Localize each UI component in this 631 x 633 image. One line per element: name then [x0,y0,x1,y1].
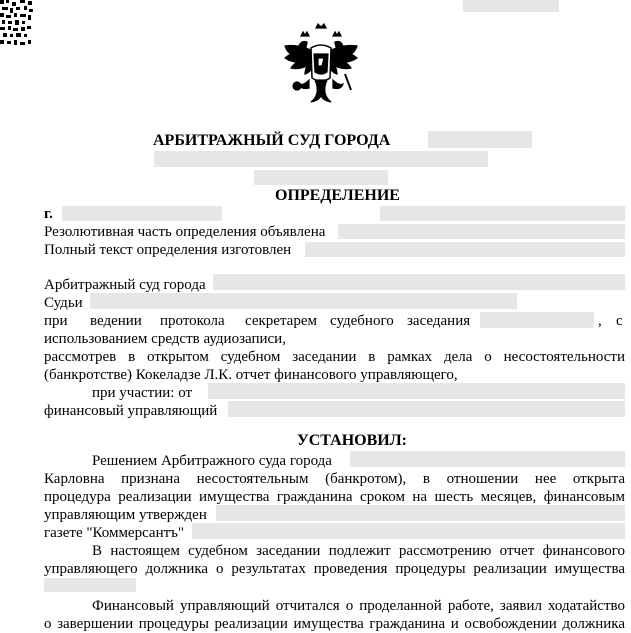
redacted-case-no [380,206,625,221]
protocol-word-3: протокола [160,313,225,329]
present-session-line: В настоящем судебном заседании подлежит рассмотрению отчет финансового [92,543,625,559]
doc-type: ОПРЕДЕЛЕНИЕ [275,187,400,204]
qr-code-icon [0,0,34,48]
decision-line: Решением Арбитражного суда города [92,453,332,469]
redacted-full-text-date [305,242,625,257]
protocol-word-2: ведении [90,313,142,329]
russian-coat-of-arms-icon [283,22,359,112]
approved-line: управляющим утвержден [44,507,207,523]
protocol-word-1: при [44,313,68,329]
redacted-fin-manager [228,401,625,417]
redacted-approved-manager [216,505,625,521]
protocol-with: с [616,313,623,329]
redacted-case-number [463,0,559,12]
redacted-gazette-details [192,523,625,539]
manager-report-line: управляющего должника о результатах проведения процедуры реализации имущества [44,561,625,577]
protocol-comma: , [598,313,602,329]
protocol-word-6: заседания [407,313,471,329]
redacted-judge-name [90,293,517,309]
protocol-word-4: секретарем [245,313,317,329]
redacted-city-name [62,206,222,221]
redacted-decision-details [350,451,625,467]
gazette-line: газете "Коммерсантъ" [44,525,185,541]
redacted-site [254,170,388,185]
participation-line: при участии: от [92,385,193,401]
procedure-line: процедура реализации имущества гражданина сроком на шесть месяцев, финансовым [44,489,625,505]
reported-line: Финансовый управляющий отчитался о проделанной работе, заявил ходатайство [92,598,625,614]
redacted-report-tail [44,578,136,592]
full-text-line: Полный текст определения изготовлен [44,242,292,258]
redacted-secretary [480,312,594,328]
city-prefix: г. [44,206,53,222]
redacted-participant [208,383,625,399]
redacted-address [154,151,488,167]
court-name: Арбитражный суд города [44,277,206,293]
karlovna-line: Карловна признана несостоятельным (банкротом), в отношении нее открыта [44,471,625,487]
resolution-line: Резолютивная часть определения объявлена [44,224,326,240]
established-heading: УСТАНОВИЛ: [297,432,407,449]
redacted-resolution-date [338,224,625,239]
completion-line: о завершении процедуры реализации имущества гражданина и освобождении должника [44,616,625,632]
fin-manager-line: финансовый управляющий [44,403,218,419]
redacted-court-city [213,274,625,290]
judge-label: Судьи [44,295,83,311]
protocol-word-5: судебного [330,313,394,329]
considering-line: рассмотрев в открытом судебном заседании в рамках дела о несостоятельности [44,349,625,365]
court-title: АРБИТРАЖНЫЙ СУД ГОРОДА [153,132,391,149]
audio-line: использованием средств аудиозаписи, [44,331,286,347]
bankruptcy-line: (банкротстве) Кокеладзе Л.К. отчет финансового управляющего, [44,367,458,383]
redacted-city [428,131,532,148]
